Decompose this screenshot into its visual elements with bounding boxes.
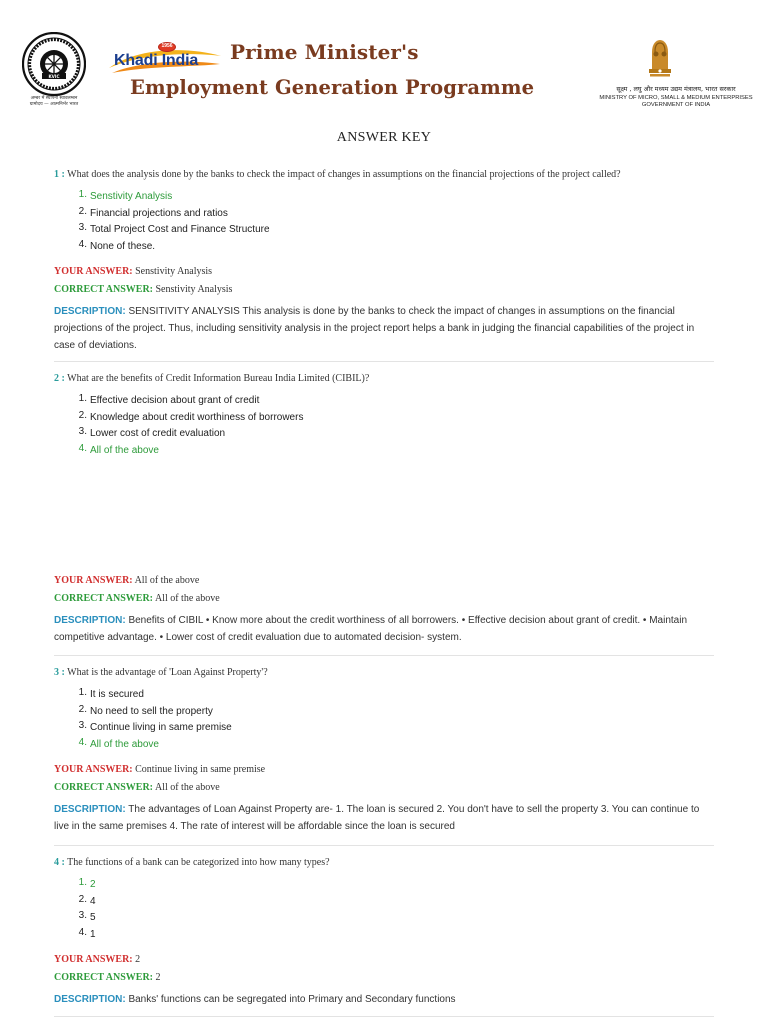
question-body: What does the analysis done by the banks to check the impact of changes in assumptions on the financial projections of the project called? (67, 169, 621, 180)
kvic-motto-line-2: ग्रामोदय — आत्मनिर्भर भारत (29, 102, 79, 107)
description (54, 613, 714, 647)
your-answer-label: YOUR ANSWER: (54, 954, 133, 966)
option-label: Effective decision about grant of credit (90, 395, 260, 406)
correct-answer-label: CORRECT ANSWER: (54, 284, 153, 296)
question-2 (54, 372, 714, 459)
description-text: Benefits of CIBIL • Know more about the credit worthiness of all borrowers. • Effective decision about grant of credit. • Maintain competitive advantage. • Lower cost of credit evaluation due to automated decision- system. (54, 615, 688, 643)
option-number: 2. (78, 893, 87, 905)
correct-answer-row (54, 971, 714, 984)
ministry-english-text (584, 95, 768, 109)
option-1 (72, 877, 714, 894)
option-number: 1. (78, 687, 87, 698)
option-number: 1. (78, 393, 87, 404)
your-answer-label: YOUR ANSWER: (54, 764, 133, 776)
option-number: 1. (78, 189, 87, 200)
option-number: 2. (78, 205, 87, 217)
question-body: What is the advantage of 'Loan Against Property'? (67, 667, 268, 678)
correct-answer-row (54, 283, 714, 296)
description (54, 802, 714, 836)
option-2 (72, 410, 714, 427)
correct-answer-value: All of the above (154, 593, 220, 604)
options-list (54, 687, 714, 753)
option-3 (72, 222, 714, 239)
option-1 (72, 687, 714, 704)
option-label: 5 (90, 912, 96, 924)
question-3 (54, 666, 714, 836)
kvic-seal-icon (22, 32, 86, 96)
question-body: The functions of a bank can be categorized into how many types? (67, 857, 330, 868)
option-4 (72, 737, 714, 754)
option-2 (72, 894, 714, 911)
your-answer-row (54, 763, 714, 776)
option-3 (72, 426, 714, 443)
description-label: DESCRIPTION: (54, 306, 126, 318)
correct-answer-value: 2 (155, 972, 161, 984)
programme-title: Employment Generation Programme (130, 76, 535, 99)
description (54, 304, 714, 354)
question-body: What are the benefits of Credit Information Bureau India Limited (CIBIL)? (67, 373, 370, 384)
option-label: Senstivity Analysis (90, 191, 173, 202)
correct-answer-label: CORRECT ANSWER: (54, 972, 153, 984)
description-label: DESCRIPTION: (54, 994, 126, 1006)
option-label: Total Project Cost and Finance Structure (90, 224, 270, 236)
correct-answer-row (54, 781, 714, 794)
option-2 (72, 704, 714, 721)
ministry-en-line-2: GOVERNMENT OF INDIA (641, 102, 711, 108)
page-title: ANSWER KEY (336, 130, 432, 145)
question-number: 3 : (54, 667, 65, 678)
question-number: 4 : (54, 857, 65, 868)
option-label: Financial projections and ratios (90, 207, 228, 219)
options-list (54, 189, 714, 255)
svg-text:KVIC: KVIC (48, 74, 60, 79)
option-number: 1. (78, 877, 87, 888)
option-label: 2 (90, 879, 96, 890)
description-text: The advantages of Loan Against Property are- 1. The loan is secured 2. You don't have to sell the property 3. You can continue to live in the same premises 4. The rate of interest will be affordable since the loan is secured (54, 804, 700, 833)
separator (54, 361, 714, 362)
option-4 (72, 239, 714, 256)
question-text (54, 666, 714, 679)
description-label: DESCRIPTION: (54, 615, 126, 626)
question-1 (54, 168, 714, 355)
option-label: Knowledge about credit worthiness of borrowers (90, 411, 304, 423)
kvic-motto-line-1: अम्बर में स्थापना स्वावलम्बन (30, 96, 78, 101)
option-label: 1 (90, 928, 96, 940)
option-label: None of these. (90, 240, 156, 252)
your-answer-label: YOUR ANSWER: (54, 266, 133, 278)
your-answer-row (54, 953, 714, 966)
separator (54, 1016, 714, 1017)
option-label: All of the above (90, 444, 159, 456)
option-number: 4. (78, 442, 87, 454)
khadi-badge-text: 1956 (161, 43, 173, 49)
option-label: Continue living in same premise (90, 722, 232, 734)
your-answer-value: Senstivity Analysis (135, 266, 213, 278)
description-text: SENSITIVITY ANALYSIS This analysis is done by the banks to check the impact of changes in assumptions on the financial projections of the project. Thus, including sensitivity analysis in the project report helps a bank in judging the financial capabilities of the project in case of deviations. (54, 306, 695, 351)
khadi-india-logo (106, 42, 224, 76)
option-3 (72, 720, 714, 737)
option-label: Lower cost of credit evaluation (90, 428, 226, 440)
your-answer-value: Continue living in same premise (135, 764, 266, 776)
option-number: 4. (78, 736, 87, 748)
question-number: 2 : (54, 373, 65, 384)
kvic-motto (18, 96, 90, 108)
option-number: 4. (78, 926, 87, 938)
option-1 (72, 189, 714, 206)
your-answer-row (54, 574, 714, 587)
correct-answer-label: CORRECT ANSWER: (54, 593, 153, 604)
ministry-en-line-1: MINISTRY OF MICRO, SMALL & MEDIUM ENTERPRISES (599, 95, 753, 101)
ashoka-emblem-icon (640, 32, 680, 80)
question-2-answers (54, 574, 714, 647)
question-4 (54, 856, 714, 1009)
option-number: 3. (78, 720, 87, 732)
separator (54, 845, 714, 846)
correct-answer-value: All of the above (154, 782, 220, 794)
description-label: DESCRIPTION: (54, 804, 126, 816)
option-4 (72, 443, 714, 460)
your-answer-value: All of the above (134, 575, 200, 586)
question-number: 1 : (54, 169, 65, 180)
options-list (54, 877, 714, 943)
your-answer-label: YOUR ANSWER: (54, 575, 133, 586)
question-text (54, 372, 714, 385)
option-label: It is secured (90, 689, 144, 700)
pm-title: Prime Minister's (230, 40, 419, 64)
ministry-hindi-text: सूक्ष्म , लघु और मध्यम उद्यम मंत्रालय, भारत सरकार (616, 85, 736, 93)
option-number: 3. (78, 426, 87, 438)
correct-answer-row (54, 592, 714, 605)
khadi-brand-name: Khadi India (114, 52, 199, 69)
option-3 (72, 910, 714, 927)
correct-answer-label: CORRECT ANSWER: (54, 782, 153, 794)
question-text (54, 856, 714, 869)
option-2 (72, 206, 714, 223)
option-number: 3. (78, 222, 87, 234)
your-answer-value: 2 (135, 954, 141, 966)
your-answer-row (54, 265, 714, 278)
option-number: 3. (78, 910, 87, 922)
question-text (54, 168, 714, 181)
description-text: Banks' functions can be segregated into Primary and Secondary functions (128, 994, 456, 1006)
option-number: 2. (78, 409, 87, 421)
option-label: All of the above (90, 738, 159, 750)
option-label: 4 (90, 895, 96, 907)
option-4 (72, 927, 714, 944)
separator (54, 655, 714, 656)
description (54, 992, 714, 1009)
option-1 (72, 393, 714, 410)
option-label: No need to sell the property (90, 705, 213, 717)
options-list (54, 393, 714, 459)
option-number: 2. (78, 703, 87, 715)
correct-answer-value: Senstivity Analysis (155, 284, 233, 296)
option-number: 4. (78, 238, 87, 250)
